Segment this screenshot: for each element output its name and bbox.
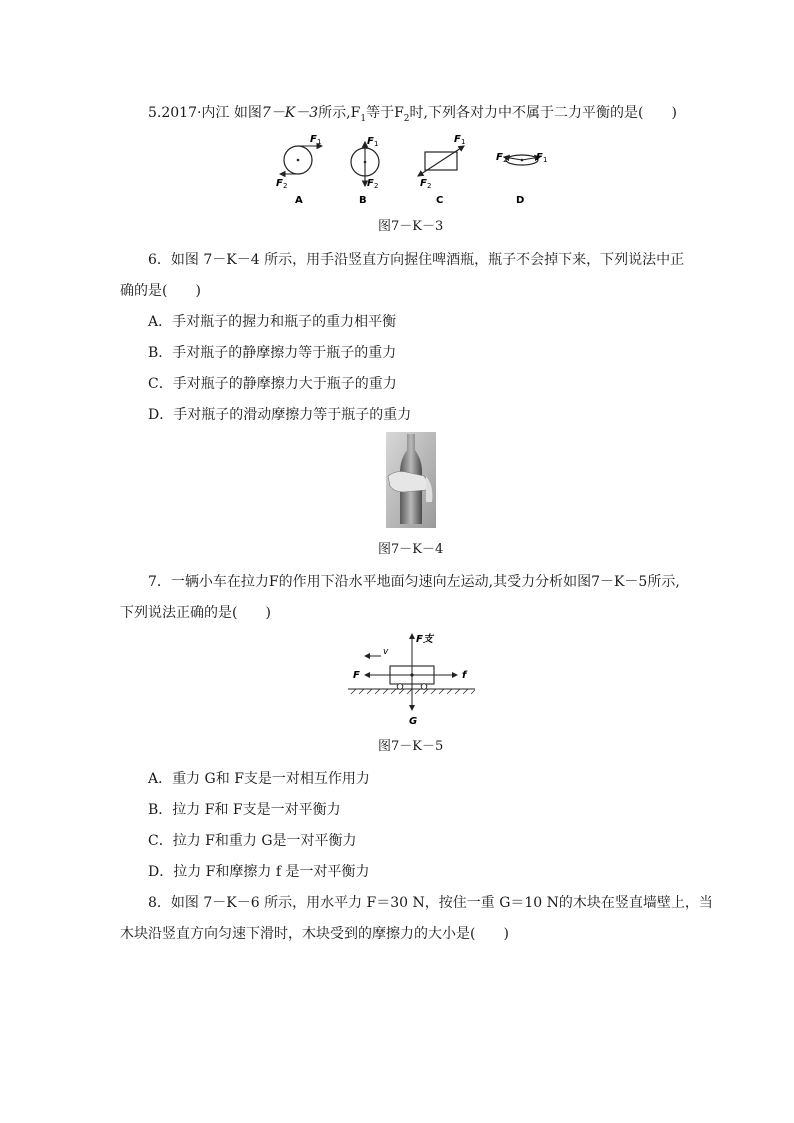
svg-text:F: F <box>310 134 317 145</box>
ground-hatching <box>351 689 475 694</box>
figure-7-k-5-caption: 图7－K－5 <box>378 739 444 754</box>
svg-text:2: 2 <box>503 156 508 164</box>
q7-stem-line2: 下列说法正确的是( ) <box>120 605 271 621</box>
q5-stem: 5.2017·内江 如图7－K－3所示$,F_1$等于$F_2$时,下列各对力中不属于二力平衡的是( ) <box>148 105 677 124</box>
svg-text:1: 1 <box>317 138 322 146</box>
svg-text:1: 1 <box>374 140 379 148</box>
svg-text:v: v <box>383 647 389 657</box>
svg-text:G: G <box>409 716 418 726</box>
q6-option-b: B．手对瓶子的静摩擦力等于瓶子的重力 <box>148 345 397 361</box>
q6-option-c: C．手对瓶子的静摩擦力大于瓶子的重力 <box>148 376 397 392</box>
wheel-right <box>421 684 427 690</box>
option-a-label: A <box>295 195 303 206</box>
option-b-label: B <box>359 195 367 206</box>
figure-7-k-3 <box>270 130 560 210</box>
option-d-diagram <box>496 152 547 206</box>
q8-stem-line1: 8．如图 7－K－6 所示，用水平力 F＝30 N，按住一重 G＝10 N的木块在竖直墙壁上，当 <box>148 895 713 911</box>
q6-option-a: A．手对瓶子的握力和瓶子的重力相平衡 <box>148 314 397 330</box>
figure-7-k-5 <box>345 628 480 726</box>
svg-text:F: F <box>353 670 360 681</box>
svg-text:2: 2 <box>427 182 432 190</box>
svg-text:2: 2 <box>283 182 288 190</box>
option-c-label: C <box>436 195 444 206</box>
svg-text:F支: F支 <box>416 634 433 645</box>
svg-text:F: F <box>496 152 503 163</box>
q7-option-a: A．重力 G和 F支是一对相互作用力 <box>148 771 370 787</box>
svg-text:F: F <box>536 152 543 163</box>
svg-text:1: 1 <box>461 138 466 146</box>
q7-stem-line1: 7．一辆小车在拉力F的作用下沿水平地面匀速向左运动,其受力分析如图7－K－5所示, <box>148 574 680 590</box>
option-b-diagram <box>351 136 379 206</box>
wheel-left <box>397 684 403 690</box>
q8-stem-line2: 木块沿竖直方向匀速下滑时，木块受到的摩擦力的大小是( ) <box>120 926 509 942</box>
svg-text:F: F <box>367 136 374 147</box>
svg-text:f: f <box>462 670 467 681</box>
q6-stem-line1: 6．如图 7－K－4 所示，用手沿竖直方向握住啤酒瓶，瓶子不会掉下来，下列说法中正 <box>148 252 685 268</box>
q7-option-b: B．拉力 F和 F支是一对平衡力 <box>148 802 341 818</box>
figure-7-k-4-caption: 图7－K－4 <box>378 542 444 557</box>
q7-option-c: C．拉力 F和重力 G是一对平衡力 <box>148 833 357 849</box>
q7-option-d: D．拉力 F和摩擦力 f 是一对平衡力 <box>148 864 370 880</box>
option-d-label: D <box>516 195 525 206</box>
svg-text:F: F <box>420 178 427 189</box>
q6-stem-line2: 确的是( ) <box>120 283 201 299</box>
svg-text:F: F <box>276 178 283 189</box>
svg-text:2: 2 <box>374 182 379 190</box>
svg-text:F: F <box>367 178 374 189</box>
figure-7-k-3-caption: 图7－K－3 <box>378 219 444 234</box>
option-a-diagram <box>276 134 322 206</box>
svg-text:1: 1 <box>543 156 548 164</box>
q6-option-d: D．手对瓶子的滑动摩擦力等于瓶子的重力 <box>148 407 412 423</box>
svg-text:F: F <box>454 134 461 145</box>
option-c-diagram <box>418 134 465 206</box>
figure-7-k-4-photo <box>386 432 436 528</box>
